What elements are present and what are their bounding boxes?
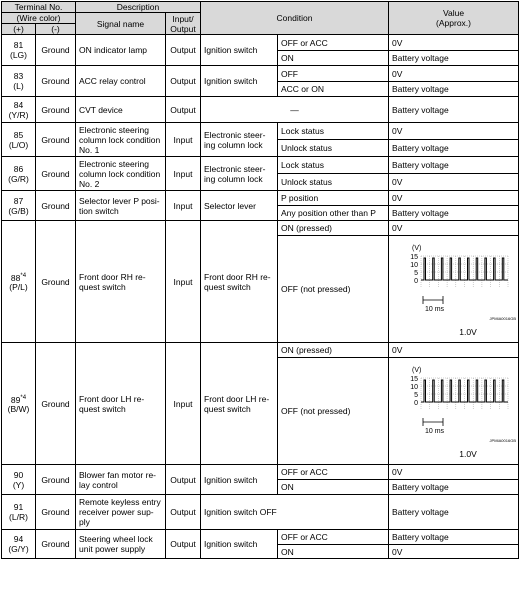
sub-condition: Lock status [278,123,389,140]
header-plus: (+) [2,24,36,35]
waveform-tick: 10 [409,384,418,391]
time-scale-bar [423,418,443,426]
signal-name: Front door LH re-quest switch [76,343,166,465]
condition: Electronic steer-ing column lock [201,123,278,157]
value: Battery voltage [389,97,519,123]
header-condition: Condition [201,2,389,35]
waveform-tick: 0 [413,400,418,407]
io-type: Output [166,97,201,123]
condition: — [201,97,389,123]
value [389,358,519,465]
value: Battery voltage [389,82,519,97]
value [389,236,519,343]
value: Battery voltage [389,51,519,66]
signal-name: CVT device [76,97,166,123]
condition: Electronic steer-ing column lock [201,157,278,191]
signal-name: Front door RH re-quest switch [76,221,166,343]
sub-condition: ON [278,480,389,495]
condition: Ignition switch [201,66,278,97]
waveform-unit: (V) [411,245,421,252]
header-wire-color: (Wire color) [2,13,76,24]
value: 0V [389,465,519,480]
signal-name: Electronic steering column lock condition No. 2 [76,157,166,191]
ground-label: Ground [36,97,76,123]
terminal-number: 91 (L/R) [2,495,36,530]
waveform-unit: (V) [411,367,421,374]
io-type: Output [166,35,201,66]
terminal-number: 88$^{*4}$ (P/L) [2,221,36,343]
signal-name: ON indicator lamp [76,35,166,66]
ground-label: Ground [36,66,76,97]
terminal-number: 89$^{*4}$ (B/W) [2,343,36,465]
terminal-number: 81 (LG) [2,35,36,66]
sub-condition: OFF or ACC [278,35,389,51]
io-type: Output [166,465,201,495]
value: Battery voltage [389,480,519,495]
waveform-rh [390,237,518,341]
signal-name: Electronic steering column lock condition No. 1 [76,123,166,157]
value: 0V [389,545,519,559]
value: 0V [389,35,519,51]
sub-condition: OFF [278,66,389,82]
waveform-tick: 10 [409,262,418,269]
terminal-number: 85 (L/O) [2,123,36,157]
io-type: Output [166,495,201,530]
value: Battery voltage [389,140,519,157]
waveform-value: 1.0V [458,327,477,337]
terminal-number: 83 (L) [2,66,36,97]
sub-condition: Unlock status [278,174,389,191]
io-type: Input [166,343,201,465]
sub-condition: OFF (not pressed) [278,236,389,343]
condition: Front door LH re-quest switch [201,343,278,465]
io-type: Input [166,221,201,343]
condition: Ignition switch [201,35,278,66]
waveform-value: 1.0V [458,449,477,459]
ground-label: Ground [36,35,76,66]
ground-label: Ground [36,221,76,343]
ground-label: Ground [36,495,76,530]
signal-name: Steering wheel lock unit power supply [76,530,166,559]
condition: Ignition switch [201,465,278,495]
sub-condition: OFF (not pressed) [278,358,389,465]
condition: Ignition switch [201,530,278,559]
sub-condition: ON (pressed) [278,221,389,236]
terminal-table [1,1,519,559]
terminal-number: 90 (Y) [2,465,36,495]
io-type: Input [166,191,201,221]
condition: Selector lever [201,191,278,221]
waveform-lh [390,359,518,463]
value: Battery voltage [389,530,519,545]
waveform-tick: 5 [413,270,418,277]
time-scale-label: 10 ms [424,428,444,435]
io-type: Input [166,157,201,191]
value: 0V [389,191,519,206]
sub-condition: Lock status [278,157,389,174]
time-scale-bar [423,296,443,304]
header-terminal-no: Terminal No. [2,2,76,13]
figure-code: JPMIA0016GB [489,438,516,443]
sub-condition: ACC or ON [278,82,389,97]
sub-condition: OFF or ACC [278,530,389,545]
io-type: Output [166,66,201,97]
signal-name: ACC relay control [76,66,166,97]
signal-name: Selector lever P posi-tion switch [76,191,166,221]
sub-condition: ON [278,545,389,559]
sub-condition: P position [278,191,389,206]
ground-label: Ground [36,343,76,465]
condition: Front door RH re-quest switch [201,221,278,343]
value: 0V [389,343,519,358]
sub-condition: Unlock status [278,140,389,157]
sub-condition: Any position other than P [278,206,389,221]
ground-label: Ground [36,465,76,495]
figure-code: JPMIA0016GB [489,316,516,321]
value: Battery voltage [389,157,519,174]
io-type: Output [166,530,201,559]
io-type: Input [166,123,201,157]
value: Battery voltage [389,206,519,221]
sub-condition: ON [278,51,389,66]
ground-label: Ground [36,530,76,559]
signal-name: Remote keyless entry receiver power sup-ply [76,495,166,530]
value: 0V [389,174,519,191]
header-signal-name: Signal name [76,13,166,35]
time-scale-label: 10 ms [424,306,444,313]
signal-name: Blower fan motor re-lay control [76,465,166,495]
terminal-number: 84 (Y/R) [2,97,36,123]
sub-condition: OFF or ACC [278,465,389,480]
terminal-number: 86 (G/R) [2,157,36,191]
terminal-number: 87 (G/B) [2,191,36,221]
ground-label: Ground [36,191,76,221]
header-input-output: Input/ Output [166,13,201,35]
waveform-tick: 5 [413,392,418,399]
header-minus: (-) [36,24,76,35]
value: 0V [389,221,519,236]
sub-condition: ON (pressed) [278,343,389,358]
header-description: Description [76,2,201,13]
terminal-number: 94 (G/Y) [2,530,36,559]
value: 0V [389,66,519,82]
waveform-tick: 15 [409,254,418,261]
header-value: Value (Approx.) [389,2,519,35]
waveform-tick: 15 [409,376,418,383]
condition: Ignition switch OFF [201,495,389,530]
ground-label: Ground [36,157,76,191]
ground-label: Ground [36,123,76,157]
value: Battery voltage [389,495,519,530]
value: 0V [389,123,519,140]
waveform-tick: 0 [413,278,418,285]
